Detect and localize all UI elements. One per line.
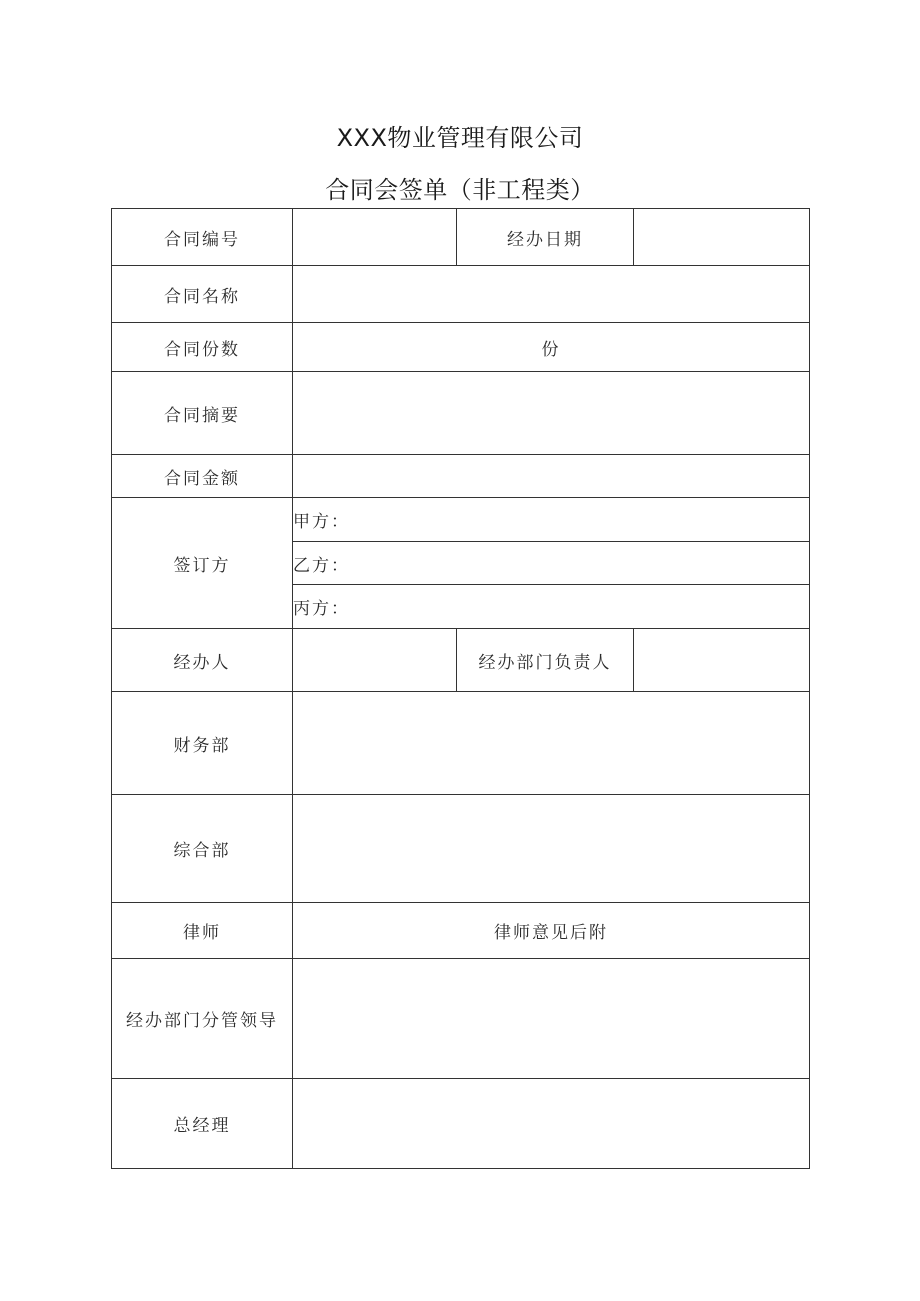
contract-signoff-table xyxy=(111,208,810,1169)
row-general-dept xyxy=(112,795,810,903)
dept-head-label: 经办部门负责人 xyxy=(457,629,634,692)
row-dept-leader xyxy=(112,959,810,1079)
contract-number-field[interactable] xyxy=(293,209,457,266)
row-general-manager xyxy=(112,1079,810,1169)
row-party-a xyxy=(112,498,810,542)
finance-dept-field[interactable] xyxy=(293,692,810,795)
lawyer-label: 律师 xyxy=(112,903,293,959)
dept-leader-field[interactable] xyxy=(293,959,810,1079)
row-lawyer xyxy=(112,903,810,959)
form-title: 合同会签单（非工程类） xyxy=(325,176,595,204)
dept-leader-label: 经办部门分管领导 xyxy=(112,959,293,1079)
contract-summary-field[interactable] xyxy=(293,372,810,455)
contract-name-field[interactable] xyxy=(293,266,810,323)
handle-date-label: 经办日期 xyxy=(457,209,634,266)
handler-label: 经办人 xyxy=(112,629,293,692)
contract-name-label: 合同名称 xyxy=(112,266,293,323)
contract-amount-label: 合同金额 xyxy=(112,455,293,498)
handler-field[interactable] xyxy=(293,629,457,692)
party-b-field[interactable]: 乙方： xyxy=(293,542,810,585)
row-contract-number xyxy=(112,209,810,266)
contract-copies-field[interactable]: 份 xyxy=(293,323,810,372)
signing-parties-label: 签订方 xyxy=(112,498,293,629)
party-c-field[interactable]: 丙方： xyxy=(293,585,810,629)
handle-date-field[interactable] xyxy=(634,209,810,266)
finance-dept-label: 财务部 xyxy=(112,692,293,795)
general-dept-label: 综合部 xyxy=(112,795,293,903)
lawyer-note: 律师意见后附 xyxy=(293,903,810,959)
row-handler xyxy=(112,629,810,692)
contract-amount-field[interactable] xyxy=(293,455,810,498)
contract-copies-label: 合同份数 xyxy=(112,323,293,372)
company-title: XXX物业管理有限公司 xyxy=(336,124,584,152)
general-manager-label: 总经理 xyxy=(112,1079,293,1169)
row-contract-amount xyxy=(112,455,810,498)
row-contract-name xyxy=(112,266,810,323)
general-dept-field[interactable] xyxy=(293,795,810,903)
contract-number-label: 合同编号 xyxy=(112,209,293,266)
row-finance-dept xyxy=(112,692,810,795)
row-contract-summary xyxy=(112,372,810,455)
contract-summary-label: 合同摘要 xyxy=(112,372,293,455)
dept-head-field[interactable] xyxy=(634,629,810,692)
general-manager-field[interactable] xyxy=(293,1079,810,1169)
row-contract-copies xyxy=(112,323,810,372)
party-a-field[interactable]: 甲方： xyxy=(293,498,810,542)
